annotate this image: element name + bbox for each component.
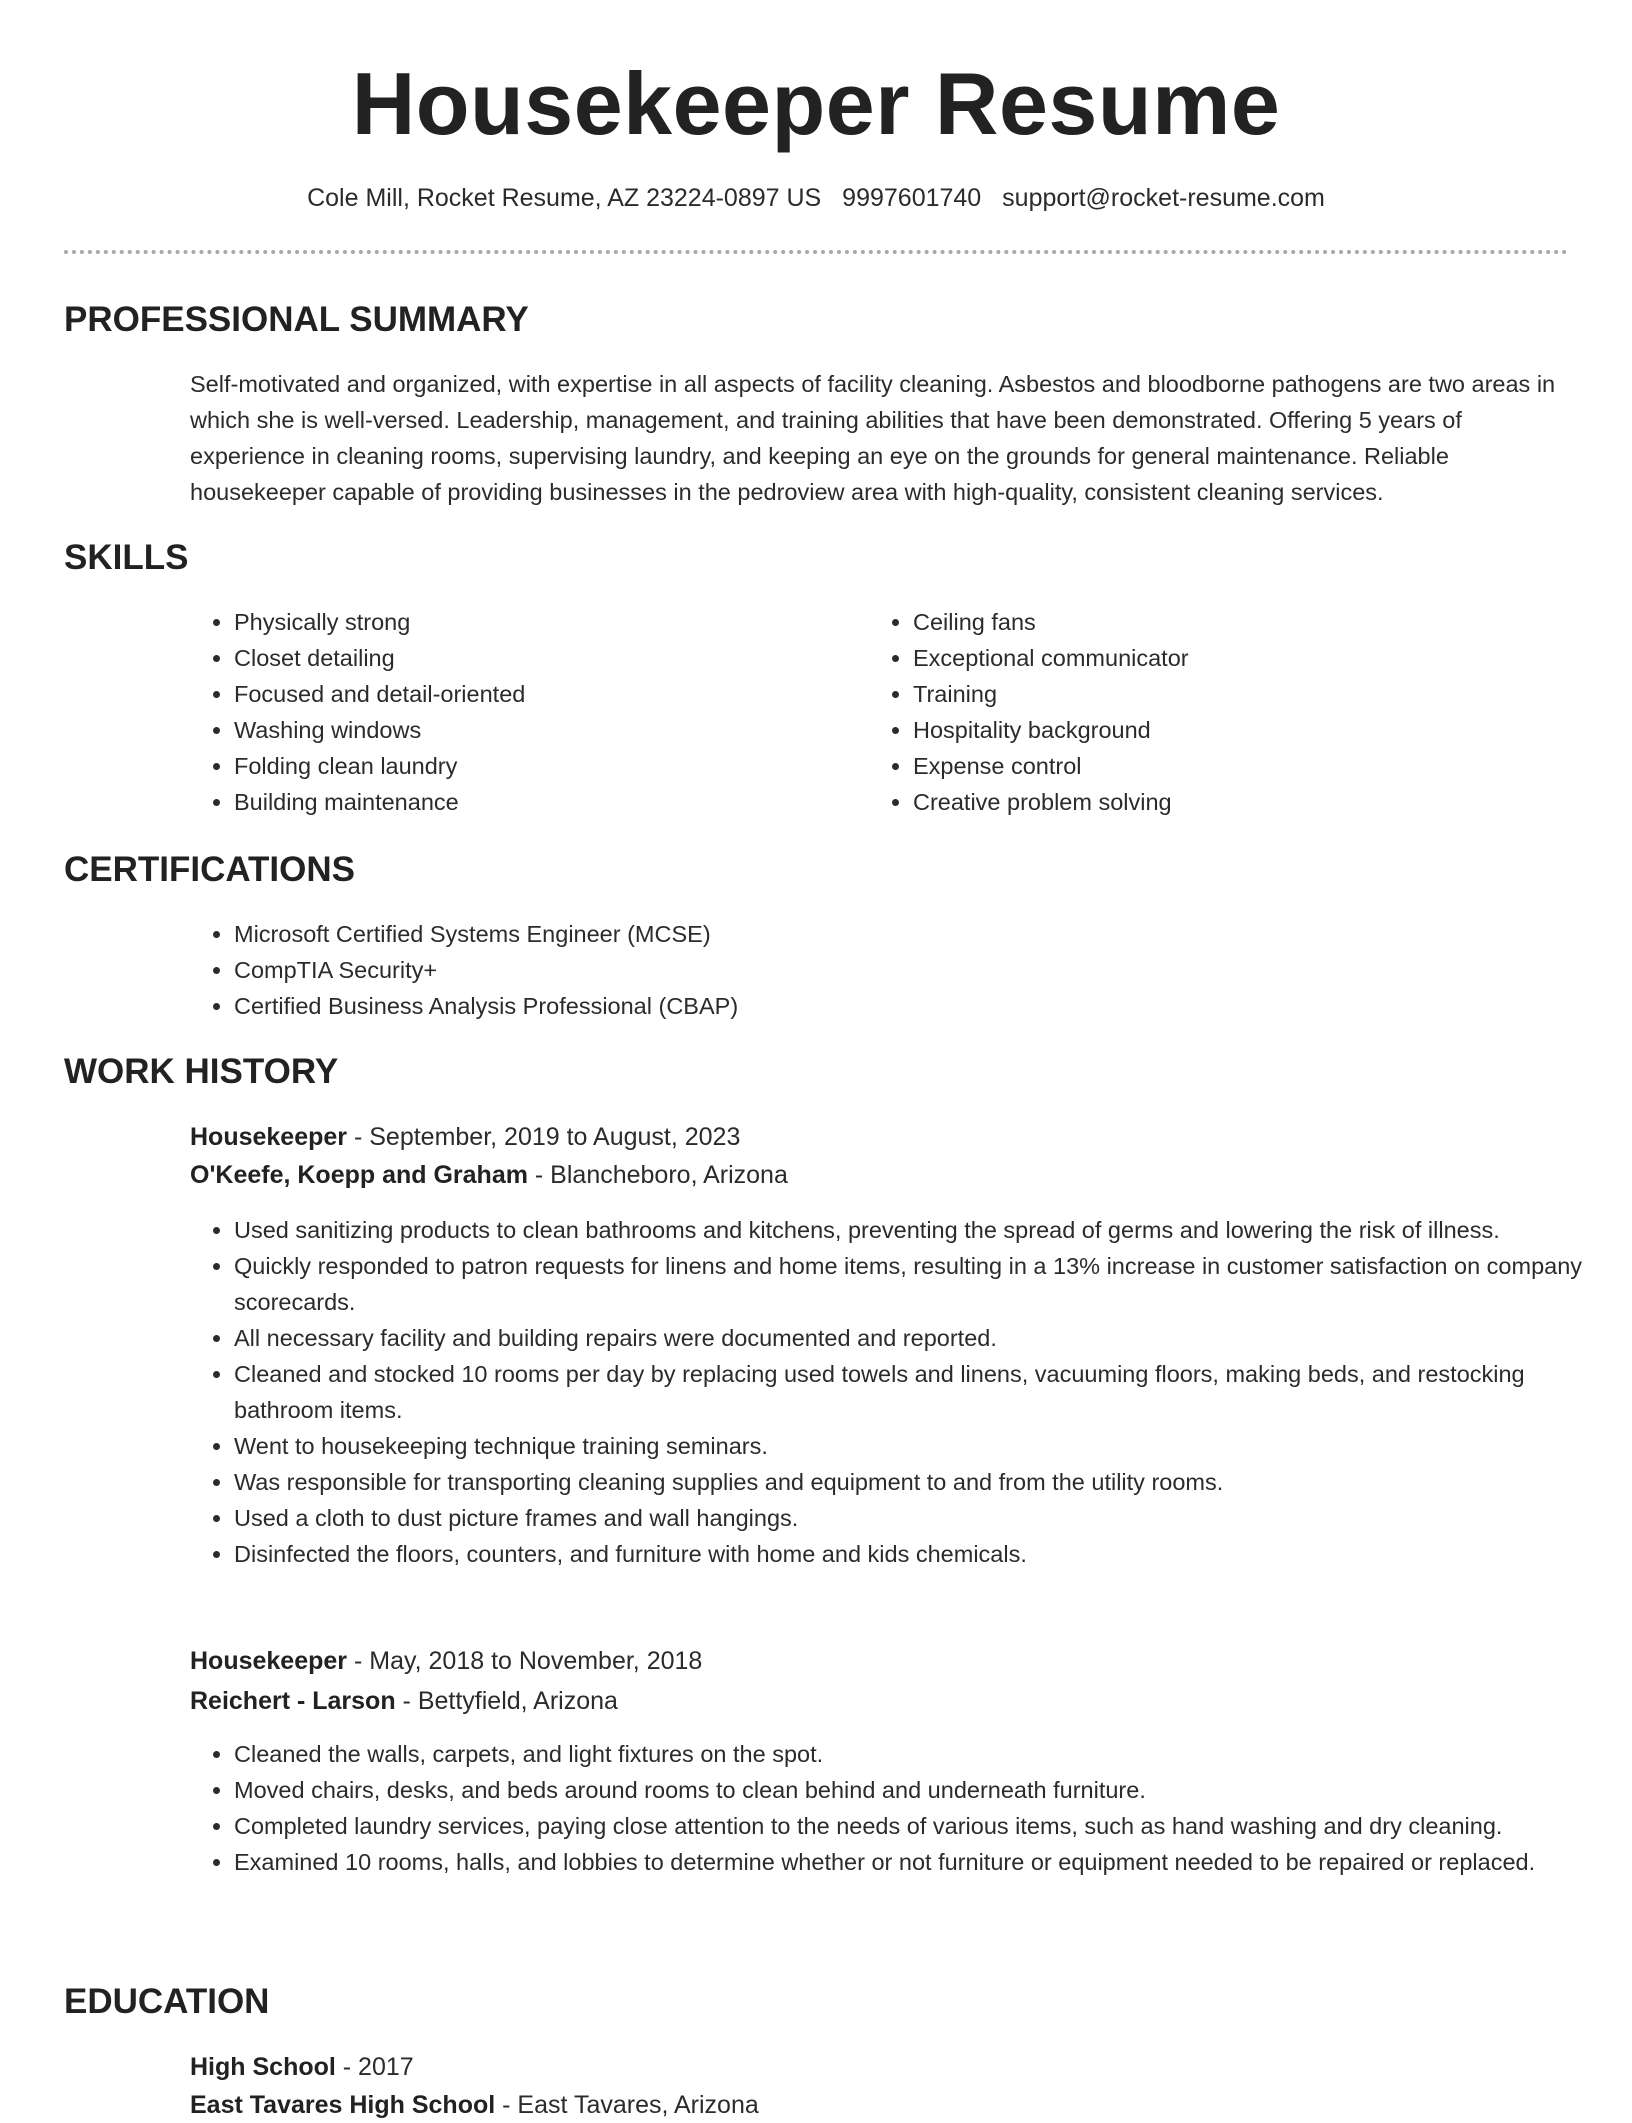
skill-item: • Expense control xyxy=(913,748,1533,784)
contact-email: support@rocket-resume.com xyxy=(1002,184,1325,212)
education-degree: High School xyxy=(190,2053,336,2081)
skill-item: • Folding clean laundry xyxy=(234,748,854,784)
skill-item: • Closet detailing xyxy=(234,640,854,676)
contact-address: Cole Mill, Rocket Resume, AZ 23224-0897 US xyxy=(307,184,822,212)
contact-phone: 9997601740 xyxy=(842,184,982,212)
job-bullet: • Completed laundry services, paying close attention to the needs of various items, such as hand washing and dry cleaning. xyxy=(234,1808,1614,1844)
section-title-skills: SKILLS xyxy=(64,538,189,577)
section-title-work-history: WORK HISTORY xyxy=(64,1052,339,1091)
job-bullet: • Disinfected the floors, counters, and furniture with home and kids chemicals. xyxy=(234,1536,1614,1572)
job-bullet: • Used a cloth to dust picture frames and wall hangings. xyxy=(234,1500,1614,1536)
skills-list-right xyxy=(869,604,1533,820)
certification-item: • Microsoft Certified Systems Engineer (MCSE) xyxy=(234,916,1614,952)
job-dates: - September, 2019 to August, 2023 xyxy=(347,1123,741,1151)
job-bullet: • All necessary facility and building repairs were documented and reported. xyxy=(234,1320,1614,1356)
job-bullet: • Moved chairs, desks, and beds around rooms to clean behind and underneath furniture. xyxy=(234,1772,1614,1808)
certifications-list xyxy=(190,916,1614,1024)
job-bullet: • Used sanitizing products to clean bathrooms and kitchens, preventing the spread of germs and lowering the risk of illness. xyxy=(234,1212,1614,1248)
section-title-certifications: CERTIFICATIONS xyxy=(64,850,356,889)
job-company: O'Keefe, Koepp and Graham xyxy=(190,1161,528,1189)
summary-text: Self-motivated and organized, with expertise in all aspects of facility cleaning. Asbestos and bloodborne pathogens are two areas in which she is well-versed. Leadership, management, and training abilities that have been demonstrated. Offering 5 years of experience in cleaning rooms, supervising laundry, and keeping an eye on the grounds for general maintenance. Reliable housekeeper capable of providing businesses in the pedroview area with high-quality, consistent cleaning services. xyxy=(190,371,1556,505)
skill-item: • Building maintenance xyxy=(234,784,854,820)
resume-title: Housekeeper Resume xyxy=(351,54,1281,153)
education-degree-line xyxy=(190,2049,414,2085)
job-1-bullets xyxy=(190,1212,1614,1572)
job-2-bullets xyxy=(190,1736,1614,1880)
job-bullet: • Cleaned the walls, carpets, and light fixtures on the spot. xyxy=(234,1736,1614,1772)
header-divider xyxy=(64,250,1568,254)
job-bullet: • Cleaned and stocked 10 rooms per day by replacing used towels and linens, vacuuming floors, making beds, and restocking bathroom items. xyxy=(234,1356,1614,1428)
job-company: Reichert - Larson xyxy=(190,1687,396,1715)
skill-item: • Ceiling fans xyxy=(913,604,1533,640)
job-location: - Blancheboro, Arizona xyxy=(527,1161,788,1189)
job-1-company-line xyxy=(190,1157,788,1193)
education-location: - East Tavares, Arizona xyxy=(495,2091,759,2119)
section-title-education: EDUCATION xyxy=(64,1982,270,2021)
certification-item: • Certified Business Analysis Professional (CBAP) xyxy=(234,988,1614,1024)
job-location: - Bettyfield, Arizona xyxy=(395,1687,618,1715)
job-dates: - May, 2018 to November, 2018 xyxy=(347,1647,703,1675)
certification-item: • CompTIA Security+ xyxy=(234,952,1614,988)
skills-list-left xyxy=(190,604,854,820)
job-bullet: • Was responsible for transporting cleaning supplies and equipment to and from the utility rooms. xyxy=(234,1464,1614,1500)
skill-item: • Creative problem solving xyxy=(913,784,1533,820)
job-2-title-line xyxy=(190,1643,702,1679)
education-year: - 2017 xyxy=(335,2053,414,2081)
job-2-company-line xyxy=(190,1683,618,1719)
job-bullet: • Examined 10 rooms, halls, and lobbies to determine whether or not furniture or equipment needed to be repaired or replaced. xyxy=(234,1844,1614,1880)
skill-item: • Washing windows xyxy=(234,712,854,748)
job-role: Housekeeper xyxy=(190,1647,348,1675)
job-1-title-line xyxy=(190,1119,740,1155)
skill-item: • Exceptional communicator xyxy=(913,640,1533,676)
skill-item: • Hospitality background xyxy=(913,712,1533,748)
skill-item: • Focused and detail-oriented xyxy=(234,676,854,712)
section-title-summary: PROFESSIONAL SUMMARY xyxy=(64,300,529,339)
education-school: East Tavares High School xyxy=(190,2091,496,2119)
skill-item: • Training xyxy=(913,676,1533,712)
skill-item: • Physically strong xyxy=(234,604,854,640)
job-bullet: • Quickly responded to patron requests for linens and home items, resulting in a 13% increase in customer satisfaction on company scorecards. xyxy=(234,1248,1614,1320)
job-role: Housekeeper xyxy=(190,1123,348,1151)
education-school-line xyxy=(190,2087,759,2123)
job-bullet: • Went to housekeeping technique training seminars. xyxy=(234,1428,1614,1464)
contact-line xyxy=(0,180,1632,216)
